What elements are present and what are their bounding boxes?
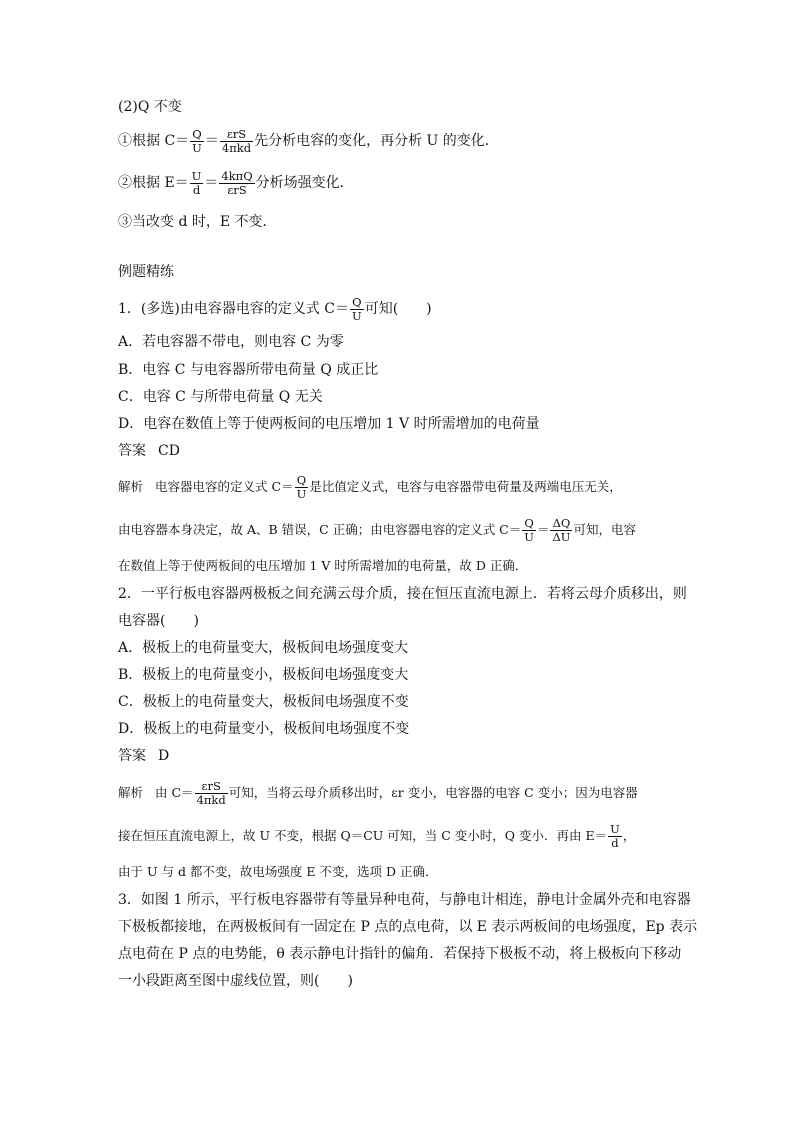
numerator: ΔQ [550,517,572,531]
numerator: U [191,168,202,183]
q1-answer [118,441,180,461]
text: ①根据 C＝ [118,133,190,149]
numerator: εrS [220,128,253,142]
q3-stem-4: 一小段距离至图中虚线位置，则( ) [118,973,353,989]
q2-stem-1: 2．一平行板电容器两极板之间充满云母介质，接在恒压直流电源上．若将云母介质移出，则 [118,586,687,602]
numerator: Q [522,517,536,531]
answer-label: 答案 [118,443,146,459]
q2-option-d: D．极板上的电荷量变小，极板间电场强度不变 [118,721,410,737]
q2-stem-2: 电容器( ) [118,613,199,629]
q2-option-c: C．极板上的电荷量变大，极板间电场强度不变 [118,694,409,710]
fraction [219,170,254,197]
q1-option-c: C．电容 C 与所带电荷量 Q 无关 [118,389,323,405]
text: 由 C＝ [155,785,194,800]
numerator: εrS [195,780,228,794]
numerator: 4kπQ [221,168,253,183]
denominator: ΔU [552,530,571,544]
denominator: d [192,182,201,197]
denominator: εrS [227,182,247,197]
q2-option-a: A．极板上的电荷量变大，极板间电场强度变大 [118,640,409,656]
text: ， [622,828,636,843]
denominator: U [192,140,202,155]
fraction [190,170,204,197]
text: 先分析电容的变化，再分析 U 的变化． [254,133,499,149]
answer-value: CD [158,443,180,459]
denominator: d [611,836,619,850]
fraction [608,823,622,850]
text: 可知，当将云母介质移出时，εr 变小，电容器的电容 C 变小；因为电容器 [228,785,638,800]
text: ＝ [204,133,219,149]
text: ＝ [536,522,550,537]
q1-option-b: B．电容 C 与电容器所带电荷量 Q 成正比 [118,362,379,378]
numerator: U [610,822,620,836]
explanation-label: 解析 [118,785,144,800]
text: 由电容器本身决定，故 A、B 错误，C 正确；由电容器电容的定义式 C＝ [118,522,522,537]
text: 是比值定义式，电容与电容器带电荷量及两端电压无关， [309,479,622,494]
q3-stem-2: 下极板都接地，在两极板间有一固定在 P 点的点电荷，以 E 表示两板间的电场强度，Ep 表示 [118,919,698,935]
fraction [295,474,309,501]
denominator: U [296,487,307,501]
text: 可知，电容 [573,522,636,537]
numerator: Q [190,128,204,142]
q2-explanation-2 [118,819,635,853]
q1-option-a: A．若电容器不带电，则电容 C 为零 [118,334,344,350]
q3-stem-3: 点电荷在 P 点的电势能，θ 表示静电计指针的偏角．若保持下极板不动，将上极板向下移动 [118,946,682,962]
denominator: 4πkd [221,140,252,155]
text: 接在恒压直流电源上，故 U 不变，根据 Q＝CU 可知，当 C 变小时，Q 变小．再由 E＝ [118,828,608,843]
q1-explanation-3: 在数值上等于使两板间的电压增加 1 V 时所需增加的电荷量，故 D 正确． [118,558,528,573]
denominator: U [352,308,362,323]
text: ②根据 E＝ [118,175,189,191]
fraction [220,128,253,155]
fraction [195,780,228,807]
answer-value: D [158,748,170,764]
q1-option-d: D．电容在数值上等于使两板间的电压增加 1 V 时所需增加的电荷量 [118,416,540,432]
q2-explanation-1 [118,776,638,810]
rule-1 [118,124,499,158]
q1-stem [118,292,432,326]
q2-answer [118,746,169,766]
text: 电容器电容的定义式 C＝ [155,479,294,494]
text: 分析场强变化． [255,175,354,191]
numerator: Q [350,296,364,310]
text: 1．(多选)由电容器电容的定义式 C＝ [118,301,349,317]
fraction [350,296,364,323]
denominator: U [524,530,534,544]
text: 可知( ) [364,301,432,317]
numerator: Q [295,474,309,488]
q3-stem-1: 3．如图 1 所示，平行板电容器带有等量异种电荷，与静电计相连，静电计金属外壳和电容器 [118,892,691,908]
q2-option-b: B．极板上的电荷量变小，极板间电场强度变大 [118,667,409,683]
rule-2 [118,166,354,200]
text: ＝ [204,175,219,191]
fraction [190,128,204,155]
fraction [522,517,536,544]
denominator: 4πkd [196,793,226,807]
q1-explanation-2 [118,513,636,547]
q1-explanation-1 [118,470,622,504]
explanation-label: 解析 [118,479,144,494]
section-title: 例题精练 [118,264,174,280]
answer-label: 答案 [118,748,146,764]
fraction [550,517,572,544]
q2-explanation-3: 由于 U 与 d 都不变，故电场强度 E 不变，选项 D 正确． [118,864,438,879]
case-2-heading: (2)Q 不变 [118,99,182,115]
rule-3: ③当改变 d 时，E 不变． [118,214,277,230]
